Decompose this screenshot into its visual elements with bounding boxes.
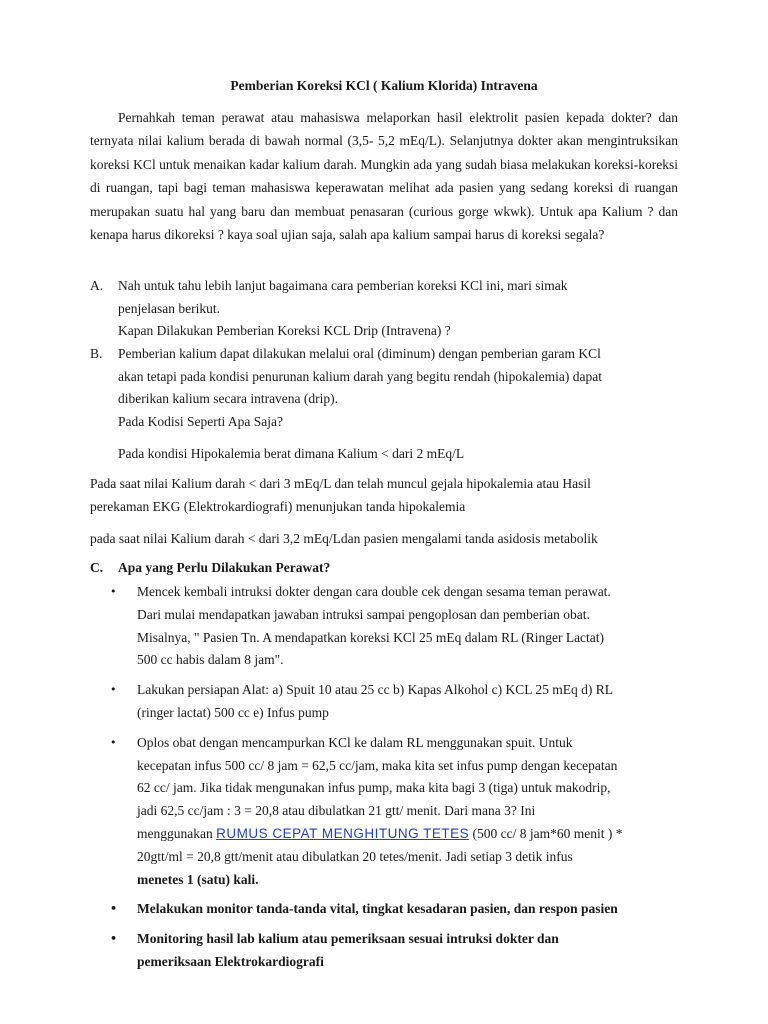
intro-paragraph: Pernahkah teman perawat atau mahasiswa melaporkan hasil elektrolit pasien kepada dokter? dan ternyata nilai kalium berada di bawah normal (3,5- 5,2 mEq/L). Selanjutnya dokter akan mengintruksikan koreksi KCl untuk menaikan kadar kalium darah. Mungkin ada yang sudah biasa melakukan koreksi-koreksi di ruangan, tapi bagi teman mahasiswa keperawatan melihat ada pasien yang sedang koreksi di ruangan merupakan suatu hal yang baru dan membuat penasaran (curious gorge wkwk). Untuk apa Kalium ? dan kenapa harus dikoreksi ? kaya soal ujian saja, salah apa kalium sampai harus di koreksi segala? [90,110,678,243]
list-item-a-question: Kapan Dilakukan Pemberian Koreksi KCL Drip (Intravena) ? [118,323,451,338]
bullet-4-line1: Melakukan monitor tanda-tanda vital, tingkat kesadaran pasien, dan respon pasien [137,901,618,917]
bullet-dot: • [110,902,118,916]
document-title: Pemberian Koreksi KCl ( Kalium Klorida) Intravena [230,78,538,93]
bullet-3-line7: menetes 1 (satu) kali. [137,871,259,887]
bullet-list [110,581,690,974]
bullet-3-line5-prefix: menggunakan [137,825,217,841]
bullet-2-line1: Lakukan persiapan Alat: a) Spuit 10 atau 25 cc b) Kapas Alkohol c) KCL 25 mEq d) RL [137,682,614,698]
bullet-3-line1: Oplos obat dengan mencampurkan KCl ke dalam RL menggunakan spuit. Untuk [137,734,573,750]
paragraph-condition-1 [90,472,690,518]
paragraph-condition-1-line2: perekaman EKG (Elektrokardiografi) menunjukan tanda hipokalemia [90,499,466,514]
bullet-dot: • [110,683,117,697]
bullet-2-line2: (ringer lactat) 500 cc e) Infus pump [137,704,329,720]
bullet-5-line2: pemeriksaan Elektrokardiografi [137,953,324,969]
bullet-3-line2: kecepatan infus 500 cc/ 8 jam = 62,5 cc/jam, maka kita set infus pump dengan kecepatan [137,757,618,773]
paragraph-condition-1-line1: Pada saat nilai Kalium darah < dari 3 mEq/L dan telah muncul gejala hipokalemia atau Hasil [90,476,591,491]
bullet-item-1 [110,581,690,672]
bullet-1-line4: 500 cc habis dalam 8 jam". [137,652,284,668]
list-item-b-line2: akan tetapi pada kondisi penurunan kalium darah yang begitu rendah (hipokalemia) dapat [118,368,602,384]
section-c-heading-text: Apa yang Perlu Dilakukan Perawat? [118,560,331,575]
bullet-3-line5 [137,823,690,846]
formula-link[interactable]: RUMUS CEPAT MENGHITUNG TETES [216,825,470,841]
bullet-item-3 [110,732,690,892]
list-item-a-line1: Nah untuk tahu lebih lanjut bagaimana cara pemberian koreksi KCl ini, mari simak [118,278,568,293]
section-c-heading [90,560,330,576]
bullet-3-line6: 20gtt/ml = 20,8 gtt/menit atau dibulatkan 20 tetes/menit. Jadi setiap 3 detik infus [137,848,573,864]
bullet-1-line2: Dari mulai mendapatkan jawaban intruksi sampai pengoplosan dan pemberian obat. [137,606,590,622]
list-marker-b: B. [90,346,103,361]
bullet-3-line3: 62 cc/ jam. Jika tidak mengunakan infus pump, maka kita bagi 3 (tiga) untuk makodrip, [137,780,611,796]
bullet-1-line1: Mencek kembali intruksi dokter dengan cara double cek dengan sesama teman perawat. [137,584,611,599]
list-marker-c: C. [90,560,104,575]
list-item-b-line1: Pemberian kalium dapat dilakukan melalui oral (diminum) dengan pemberian garam KCl [118,346,601,361]
bullet-item-2 [110,679,690,725]
paragraph-condition-2: pada saat nilai Kalium darah < dari 3,2 mEq/Ldan pasien mengalami tanda asidosis metabolik [90,531,598,546]
list-item-a-line2: penjelasan berikut. [118,300,220,316]
bullet-dot: • [110,932,118,946]
bullet-3-line5-suffix: (500 cc/ 8 jam*60 menit ) * [469,825,623,841]
list-item-a [90,275,678,343]
list-item-b-condition: Pada kondisi Hipokalemia berat dimana Kalium < dari 2 mEq/L [118,446,465,461]
list-marker-a: A. [90,278,104,293]
bullet-3-line4: jadi 62,5 cc/jam : 3 = 20,8 atau dibulatkan 21 gtt/ menit. Dari mana 3? Ini [137,803,536,819]
bullet-5-line1: Monitoring hasil lab kalium atau pemeriksaan sesuai intruksi dokter dan [137,931,559,947]
bullet-dot: • [110,585,117,598]
list-item-b [90,343,678,466]
bullet-item-5 [110,928,690,974]
list-item-b-line3: diberikan kalium secara intravena (drip). [118,391,339,406]
bullet-item-4 [110,898,690,921]
bullet-1-line3: Misalnya, " Pasien Tn. A mendapatkan koreksi KCl 25 mEq dalam RL (Ringer Lactat) [137,629,605,645]
list-item-b-question: Pada Kodisi Seperti Apa Saja? [118,413,283,429]
bullet-dot: • [110,735,117,749]
